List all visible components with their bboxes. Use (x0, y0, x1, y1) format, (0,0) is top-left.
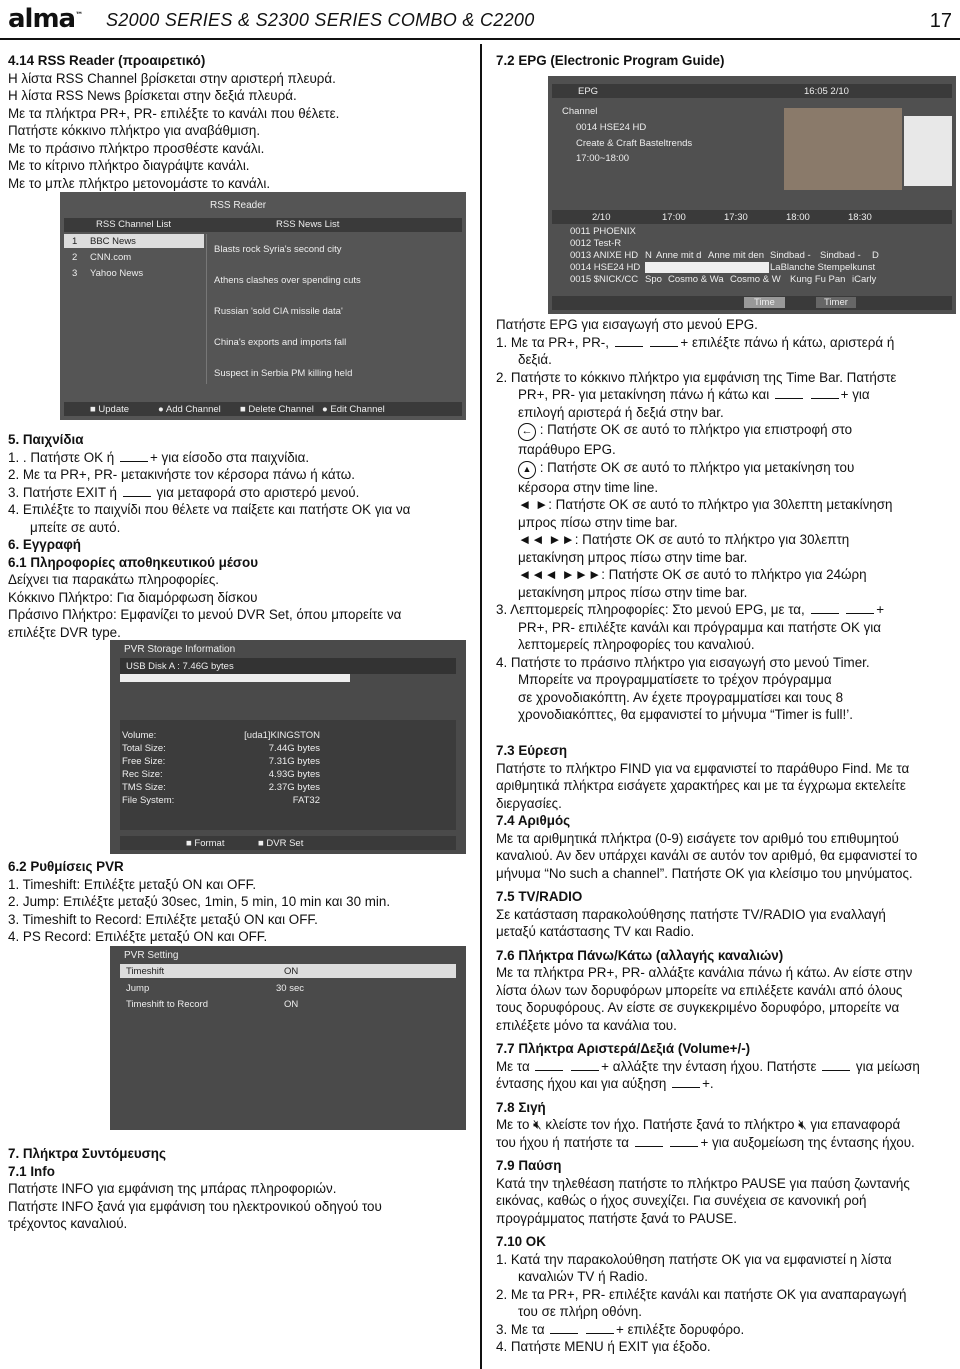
games-line: 1. . Πατήστε OK ή + για είσοδο στα παιχνίδια. (8, 449, 310, 465)
epg-row-channel[interactable]: 0012 Test-R (570, 238, 622, 249)
epg-current-channel: 0014 HSE24 HD (576, 122, 647, 133)
epg-program[interactable]: Cosmo & W (730, 274, 781, 285)
rss-news-item[interactable]: Athens clashes over spending cuts (214, 275, 361, 286)
mute-icon: 🔇︎ (798, 1117, 807, 1132)
rss-line: Η λίστα RSS Channel βρίσκεται στην αριστερή πλευρά. (8, 70, 336, 86)
epg-screenshot (548, 76, 956, 314)
epg-line: χρονοδιακόπτες, θα εμφανιστεί το μήνυμα “Timer is full!’. (518, 707, 853, 722)
pvr-dvr-set-button[interactable]: ■ DVR Set (258, 838, 304, 849)
epg-line: ◄◄ ►►: Πατήστε OK σε αυτό το πλήκτρο για 30λεπτη (518, 532, 850, 547)
epg-preview-sidebar (904, 116, 952, 186)
epg-program[interactable]: Anne mit d (656, 250, 702, 261)
epg-current-time: 17:00~18:00 (576, 153, 630, 164)
pvr-disk-usage (120, 674, 350, 682)
epg-line: επιλογή αριστερά ή δεξιά στην bar. (518, 404, 724, 420)
minus-key-icon (535, 1064, 563, 1071)
epg-program[interactable]: Spo (645, 274, 662, 285)
pvr-info-value: 2.37G bytes (268, 782, 320, 793)
pvr-info-value: FAT32 (292, 795, 320, 806)
epg-line: ▲ : Πατήστε OK σε αυτό το πλήκτρο για μετακίνηση του (496, 459, 956, 479)
mute-line: Με το 🔇︎ κλείστε τον ήχο. Πατήστε ξανά το πλήκτρο 🔇︎ για επαναφορά (496, 1117, 901, 1132)
pvr-settings-line: 4. PS Record: Επιλέξτε μεταξύ ON και OFF. (8, 929, 268, 944)
minus-key-icon (635, 1140, 663, 1147)
rss-news-item[interactable]: Russian 'sold CIA missile data' (214, 306, 343, 317)
games-heading: 5. Παιχνίδια (8, 432, 84, 447)
epg-row-channel[interactable]: 0013 ANIXE HD (570, 250, 639, 261)
minus-key-icon (811, 607, 839, 614)
pause-line: Κατά την τηλεθέαση πατήστε το πλήκτρο PAUSE για παύση ζωντανής (496, 1175, 910, 1191)
ok-line: 2. Με τα PR+, PR- επιλέξτε κανάλι και πατήστε OK για αναπαραγωγή (496, 1286, 907, 1302)
pvr-setting-key[interactable]: Timeshift to Record (126, 999, 209, 1010)
pvr-info-key: Free Size: (122, 756, 166, 767)
info-line: τρέχοντος καναλιού. (8, 1216, 128, 1231)
storage-line: επιλέξτε DVR type. (8, 624, 121, 640)
minus-key-icon (775, 392, 803, 399)
ok-line: καναλιών TV ή Radio. (518, 1269, 648, 1284)
ok-line: 4. Πατήστε MENU ή EXIT για έξοδο. (496, 1339, 711, 1354)
updown-heading: 7.6 Πλήκτρα Πάνω/Κάτω (αλλαγής καναλιών) (496, 947, 784, 963)
rss-channel-number: 1 (72, 236, 78, 247)
ok-line: 3. Με τα + επιλέξτε δορυφόρο. (496, 1321, 745, 1337)
rss-channel-name[interactable]: Yahoo News (90, 268, 144, 279)
rss-channel-name[interactable]: CNN.com (90, 252, 132, 263)
back-arrow-icon: ← (518, 423, 536, 441)
epg-program[interactable]: Kung Fu Pan (790, 274, 846, 285)
shortcuts-section (8, 1145, 473, 1233)
pause-line: εικόνας, καθώς ο ήχος συνεχίζει. Για συνέχεια σε κανονική ροή (496, 1193, 867, 1208)
epg-program[interactable]: Cosmo & Wa (668, 274, 724, 285)
epg-time-label: 2/10 (592, 212, 611, 223)
rss-reader-screenshot (60, 192, 466, 420)
page-number: 17 (929, 10, 952, 32)
plus-key-icon (672, 1081, 700, 1088)
epg-time-label: 18:00 (786, 212, 810, 223)
epg-line: 2. Πατήστε το κόκκινο πλήκτρο για εμφάνιση της Time Bar. Πατήστε (496, 369, 897, 385)
rss-update-button[interactable]: ■ Update (90, 404, 130, 415)
rec-heading: 6. Εγγραφή (8, 537, 81, 552)
epg-time-header (552, 210, 952, 224)
epg-program[interactable]: D (872, 250, 879, 261)
epg-heading: 7.2 EPG (Electronic Program Guide) (496, 53, 725, 68)
epg-program[interactable]: Sindbad - (770, 250, 811, 261)
volume-heading: 7.7 Πλήκτρα Αριστερά/Δεξιά (Volume+/-) (496, 1041, 751, 1056)
rss-shot-title: RSS Reader (210, 200, 267, 211)
rss-news-item[interactable]: Suspect in Serbia PM killing held (214, 368, 353, 379)
rss-news-list-label: RSS News List (276, 219, 340, 230)
pvr-setting-value[interactable]: 30 sec (276, 983, 304, 994)
pvr-info-value: 7.44G bytes (268, 743, 320, 754)
epg-line: μετακίνηση μπρος πίσω στην time bar. (518, 584, 748, 600)
ok-heading: 7.10 OK (496, 1234, 546, 1249)
pvr-setting-screenshot (110, 946, 466, 1130)
epg-program[interactable]: iCarly (852, 274, 877, 285)
find-heading: 7.3 Εύρεση (496, 743, 568, 758)
rss-line: Με τα πλήκτρα PR+, PR- επιλέξτε το κανάλι που θέλετε. (8, 105, 340, 121)
epg-line: Πατήστε EPG για εισαγωγή στο μενού EPG. (496, 317, 758, 332)
rss-channel-list-label: RSS Channel List (96, 219, 171, 230)
epg-clock: 16:05 2/10 (804, 86, 849, 97)
volume-line: έντασης ήχου και για αύξηση +. (496, 1076, 714, 1091)
plus-key-icon (571, 1064, 599, 1071)
epg-current-program: Create & Craft Basteltrends (576, 138, 693, 149)
rss-add-channel-button[interactable]: ● Add Channel (158, 404, 221, 415)
storage-heading: 6.1 Πληροφορίες αποθηκευτικού μέσου (8, 554, 259, 570)
storage-line: Πράσινο Πλήκτρο: Εμφανίζει το μενού DVR Set, όπου μπορείτε να (8, 607, 402, 622)
epg-line: ◄ ►: Πατήστε OK σε αυτό το πλήκτρο για 30λεπτη μετακίνηση (518, 497, 893, 512)
updown-line: Με τα πλήκτρα PR+, PR- αλλάξτε κανάλια πάνω ή κάτω. Αν είστε στην (496, 965, 913, 980)
epg-time-button[interactable]: Time (744, 297, 785, 308)
updown-line: τους δορυφόρους. Αν είστε σε συγκεκριμένο δορυφόρο, μπορείτε να (496, 1000, 900, 1015)
pvr-settings-section (8, 858, 473, 946)
info-line: Πατήστε INFO ξανά για εμφάνιση του ηλεκτρονικού οδηγού του (8, 1198, 382, 1214)
games-line: 2. Με τα PR+, PR- μετακινήστε τον κέρσορα πάνω ή κάτω. (8, 467, 355, 482)
rss-news-item[interactable]: China's exports and imports fall (214, 337, 347, 348)
rss-line: Η λίστα RSS News βρίσκεται στην δεξιά πλευρά. (8, 88, 297, 103)
rss-section (8, 52, 473, 192)
tvradio-heading: 7.5 TV/RADIO (496, 889, 583, 904)
minus-key-icon (615, 340, 643, 347)
storage-line: Κόκκινο Πλήκτρο: Για διαμόρφωση δίσκου (8, 589, 258, 605)
games-line: μπείτε σε αυτό. (30, 519, 121, 535)
tvradio-line: μεταξύ κατάστασης TV και Radio. (496, 924, 695, 939)
epg-program[interactable]: Anne mit den (708, 250, 764, 261)
pvr-setting-value[interactable]: ON (284, 999, 299, 1010)
epg-line: δεξιά. (518, 352, 552, 367)
minus-key-icon (123, 490, 151, 497)
number-heading: 7.4 Αριθμός (496, 813, 571, 828)
pvr-info-key: File System: (122, 795, 175, 806)
pvr-info-key: Volume: (122, 730, 157, 741)
pvr-info-key: TMS Size: (122, 782, 166, 793)
epg-heading-block (496, 52, 956, 70)
pvr-setting-key[interactable]: Jump (126, 983, 150, 994)
pause-heading: 7.9 Παύση (496, 1158, 562, 1173)
epg-line: παράθυρο EPG. (518, 442, 616, 457)
ok-line: 1. Κατά την παρακολούθηση πατήστε OK για να εμφανιστεί η λίστα (496, 1251, 892, 1267)
epg-program[interactable]: N (645, 250, 652, 261)
find-line: Πατήστε το πλήκτρο FIND για να εμφανιστεί το παράθυρο Find. Με τα (496, 760, 910, 776)
right-lower-sections (496, 742, 956, 1356)
page-header (0, 0, 960, 40)
plus-key-icon (670, 1140, 698, 1147)
number-line: καναλιού. Αν δεν υπάρχει κανάλι σε αυτόν τον αριθμό, θα εμφανιστεί το (496, 848, 918, 863)
epg-line: 1. Με τα PR+, PR-, + επιλέξτε πάνω ή κάτω, αριστερά ή (496, 334, 895, 350)
pvr-setting-value[interactable]: ON (284, 966, 299, 977)
epg-line: 3. Λεπτομερείς πληροφορίες: Στο μενού EPG, με τα, + (496, 602, 885, 617)
number-line: Με τα αριθμητικά πλήκτρα (0-9) εισάγετε τον αριθμό του επιθυμητού (496, 830, 899, 846)
rss-channel-name[interactable]: BBC News (90, 236, 136, 247)
storage-line: Δείχνει τια παρακάτω πληροφορίες. (8, 572, 220, 587)
rss-line: Με το μπλε πλήκτρο μετονομάστε το κανάλι. (8, 175, 271, 191)
updown-line: λίστα όλων των δορυφόρων μπορείτε να επιλέξετε κανάλι από όλους (496, 982, 903, 998)
rss-channel-number: 3 (72, 268, 78, 279)
epg-line: σε χρονοδιακόπτη. Αν έχετε προγραμματίσει και τους 8 (518, 689, 844, 705)
games-line: 4. Επιλέξτε το παιχνίδι που θέλετε να παίξετε και πατήστε OK για να (8, 502, 411, 517)
minus-key-icon (822, 1064, 850, 1071)
rss-line: Με το πράσινο πλήκτρο προσθέστε κανάλι. (8, 140, 265, 156)
pvr-info-value: 4.93G bytes (268, 769, 320, 780)
tvradio-line: Σε κατάσταση παρακολούθησης πατήστε TV/RADIO για εναλλαγή (496, 906, 886, 922)
info-heading: 7.1 Info (8, 1163, 55, 1179)
epg-line: μπρος πίσω στην time bar. (518, 514, 678, 530)
rss-channel-number: 2 (72, 252, 78, 263)
pvr-format-button[interactable]: ■ Format (186, 838, 225, 849)
shortcut-heading: 7. Πλήκτρα Συντόμευσης (8, 1146, 166, 1161)
volume-line: Με τα + αλλάξτε την ένταση ήχου. Πατήστε για μείωση (496, 1058, 920, 1074)
epg-title-bar (552, 84, 952, 98)
games-section (8, 431, 473, 641)
pvr-storage-screenshot (110, 640, 466, 854)
find-line: αριθμητικά πλήκτρα εισάγετε χαρακτήρες και με τα έγχρωμα εκτελείτε (496, 778, 906, 793)
epg-line: μετακίνηση μπρος πίσω στην time bar. (518, 549, 748, 565)
header-rule (0, 38, 960, 40)
epg-line: 4. Πατήστε το πράσινο πλήκτρο για εισαγωγή στο μενού Timer. (496, 654, 870, 670)
rss-delete-channel-button[interactable]: ■ Delete Channel (240, 404, 314, 415)
epg-time-label: 17:30 (724, 212, 748, 223)
epg-instructions (496, 316, 956, 724)
number-line: μήνυμα “No such a channel”. Πατήστε OK για κλείσιμο του μηνύματος. (496, 865, 913, 881)
brand-logo: alma™ (8, 4, 83, 34)
epg-program[interactable]: Sindbad - (820, 250, 861, 261)
pvr-info-value: [uda1]KINGSTON (244, 730, 320, 741)
epg-line: PR+, PR- για μετακίνηση πάνω ή κάτω και + για (518, 387, 870, 402)
pvr-settings-line: 3. Timeshift to Record: Επιλέξτε μεταξύ ON και OFF. (8, 911, 318, 927)
epg-selected-program (645, 262, 769, 273)
epg-line: PR+, PR- επιλέξτε κανάλι και πρόγραμμα και πατήστε OK για (518, 619, 882, 635)
rss-heading: 4.14 RSS Reader (προαιρετικό) (8, 53, 206, 68)
epg-time-label: 18:30 (848, 212, 872, 223)
pvr-disk-label[interactable]: USB Disk A : 7.46G bytes (126, 661, 234, 672)
pvr-info-value: 7.31G bytes (268, 756, 320, 767)
rss-line: Με το κίτρινο πλήκτρο διαγράψτε κανάλι. (8, 158, 250, 173)
mute-heading: 7.8 Σιγή (496, 1099, 546, 1115)
games-line: 3. Πατήστε EXIT ή για μεταφορά στο αριστερό μενού. (8, 484, 360, 500)
epg-line: Μπορείτε να προγραμματίσετε το τρέχον πρόγραμμα (518, 672, 832, 687)
info-line: Πατήστε INFO για εμφάνιση της μπάρας πληροφοριών. (8, 1181, 337, 1196)
pvr-info-key: Rec Size: (122, 769, 163, 780)
epg-program[interactable]: LaBlanche Stempelkunst (770, 262, 876, 273)
epg-timer-button[interactable]: Timer (816, 297, 856, 308)
epg-line: λεπτομερείς πληροφορίες του καναλιού. (518, 637, 755, 652)
minus-key-icon (550, 1327, 578, 1334)
epg-channel-label: Channel (562, 106, 598, 117)
epg-line: ← : Πατήστε OK σε αυτό το πλήκτρο για επιστροφή στο (496, 421, 956, 441)
rss-line: Πατήστε κόκκινο πλήκτρο για αναβάθμιση. (8, 123, 261, 138)
plus-key-icon (120, 455, 148, 462)
epg-time-label: 17:00 (662, 212, 686, 223)
pvr-settings-heading: 6.2 Ρυθμίσεις PVR (8, 859, 124, 874)
rss-news-item[interactable]: Blasts rock Syria's second city (214, 244, 342, 255)
pvr-setting-key[interactable]: Timeshift (126, 966, 165, 977)
plus-key-icon (650, 340, 678, 347)
page-title: S2000 SERIES & S2300 SERIES COMBO & C2200 (106, 10, 535, 30)
epg-preview-image (784, 108, 902, 190)
plus-key-icon (846, 607, 874, 614)
epg-row-channel[interactable]: 0014 HSE24 HD (570, 262, 641, 273)
pvr-info-key: Total Size: (122, 743, 166, 754)
plus-key-icon (811, 392, 839, 399)
pvr-settings-line: 2. Jump: Επιλέξτε μεταξύ 30sec, 1min, 5 min, 10 min και 30 min. (8, 894, 391, 909)
epg-shot-title: EPG (578, 86, 599, 97)
ok-line: του σε πλήρη οθόνη. (518, 1304, 642, 1319)
rss-edit-channel-button[interactable]: ● Edit Channel (322, 404, 385, 415)
find-line: διεργασίες. (496, 795, 562, 811)
updown-line: επιλέξετε μόνο τα κανάλια του. (496, 1017, 677, 1033)
pvr-storage-title: PVR Storage Information (124, 644, 236, 655)
epg-line: ◄◄◄ ►►►: Πατήστε OK σε αυτό το πλήκτρο για 24ώρη (518, 567, 867, 582)
mute-line: του ήχου ή πατήστε τα + για αυξομείωση της έντασης ήχου. (496, 1134, 915, 1150)
epg-line: κέρσορα στην time line. (518, 479, 659, 495)
pause-line: προγράμματος πατήστε ξανά το PAUSE. (496, 1210, 737, 1226)
pvr-settings-line: 1. Timeshift: Επιλέξτε μεταξύ ON και OFF. (8, 876, 257, 892)
column-divider (480, 44, 482, 1369)
up-triangle-icon: ▲ (518, 461, 536, 479)
epg-row-channel[interactable]: 0015 $NICK/CC (570, 274, 639, 285)
plus-key-icon (586, 1327, 614, 1334)
mute-icon: 🔇︎ (533, 1117, 542, 1132)
pvr-setting-title: PVR Setting (124, 950, 179, 961)
epg-row-channel[interactable]: 0011 PHOENIX (570, 226, 636, 237)
